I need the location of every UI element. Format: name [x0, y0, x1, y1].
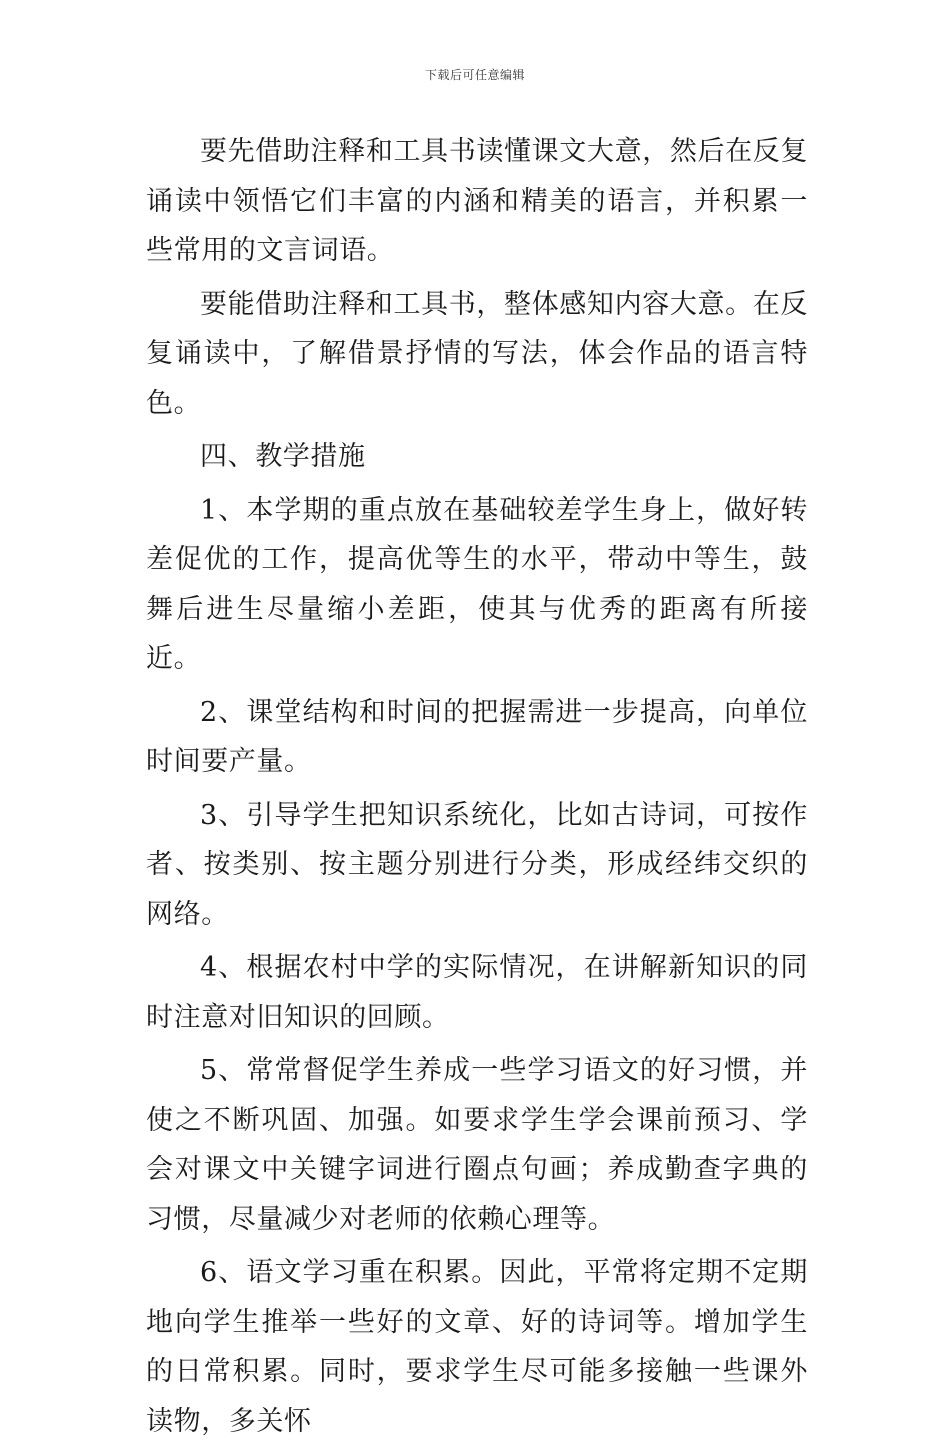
paragraph-measure-5: 5、常常督促学生养成一些学习语文的好习惯，并使之不断巩固、加强。如要求学生学会课前预习、学会对课文中关键字词进行圈点句画；养成勤查字典的习惯，尽量减少对老师的依赖心理等。	[146, 1055, 808, 1235]
document-body	[146, 127, 808, 1450]
paragraph-measure-4: 4、根据农村中学的实际情况，在讲解新知识的同时注意对旧知识的回顾。	[146, 952, 808, 1033]
paragraph-intro-1: 要先借助注释和工具书读懂课文大意，然后在反复诵读中领悟它们丰富的内涵和精美的语言，并积累一些常用的文言词语。	[146, 136, 808, 266]
page-header-note: 下载后可任意编辑	[424, 68, 525, 82]
section-heading-teaching-measures: 四、教学措施	[200, 441, 366, 472]
paragraph-measure-1: 1、本学期的重点放在基础较差学生身上，做好转差促优的工作，提高优等生的水平，带动中等生，鼓舞后进生尽量缩小差距，使其与优秀的距离有所接近。	[146, 494, 808, 674]
paragraph-intro-2: 要能借助注释和工具书，整体感知内容大意。在反复诵读中，了解借景抒情的写法，体会作品的语言特色。	[146, 288, 808, 419]
paragraph-measure-6: 6、语文学习重在积累。因此，平常将定期不定期地向学生推举一些好的文章、好的诗词等。增加学生的日常积累。同时，要求学生尽可能多接触一些课外读物，多关怀	[146, 1257, 808, 1437]
paragraph-measure-3: 3、引导学生把知识系统化，比如古诗词，可按作者、按类别、按主题分别进行分类，形成经纬交织的网络。	[146, 799, 808, 930]
paragraph-measure-2: 2、课堂结构和时间的把握需进一步提高，向单位时间要产量。	[146, 696, 808, 777]
